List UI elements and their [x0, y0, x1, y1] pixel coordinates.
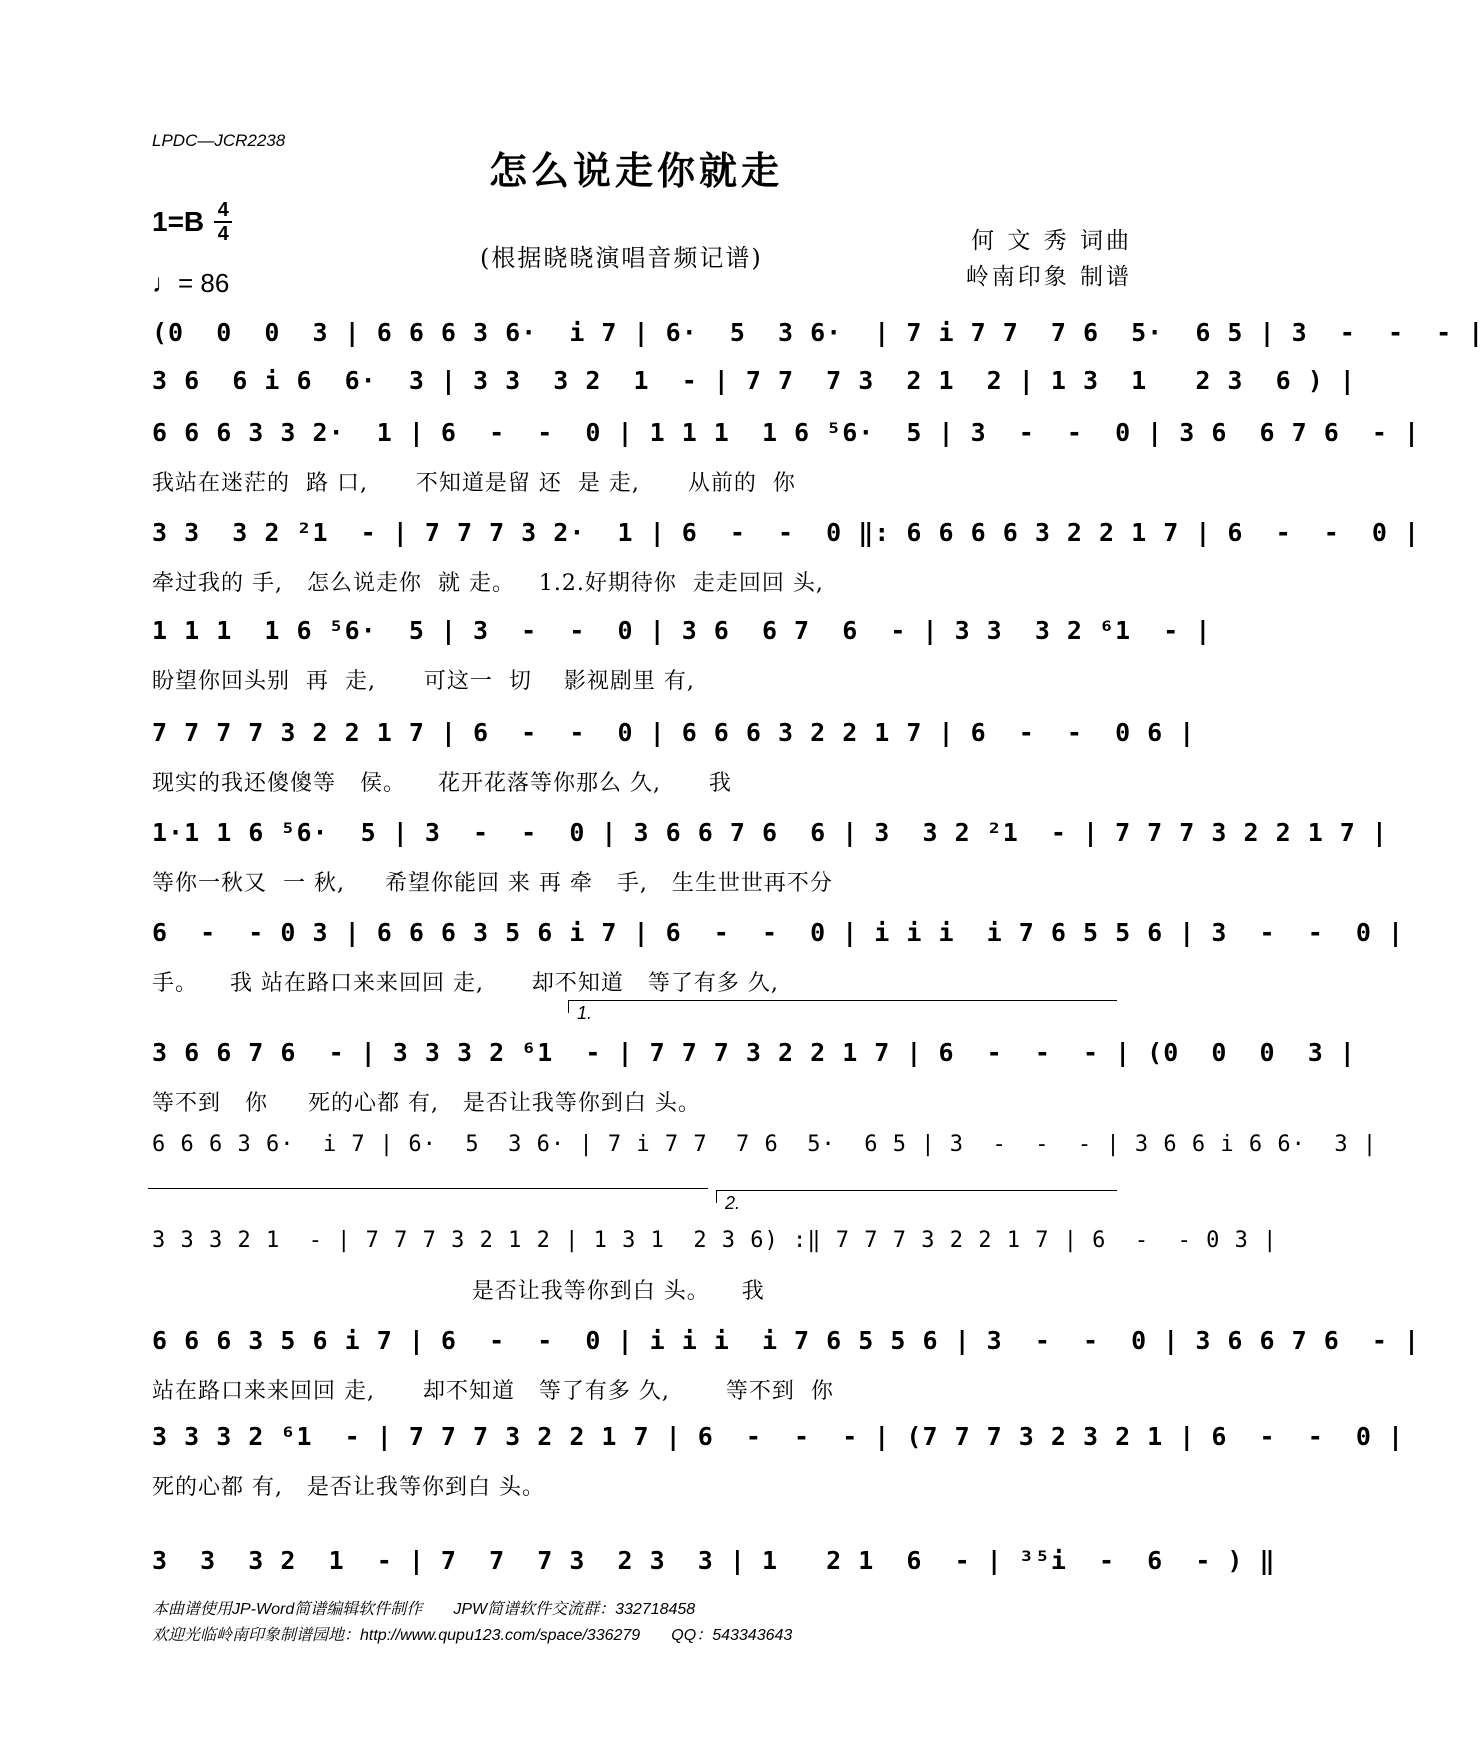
volta-1-label: 1.: [577, 1003, 593, 1023]
time-signature: [214, 200, 232, 244]
score-line-5: 1 1 1 1 6 ⁵6· 5 | 3 - - 0 | 3 6 6 7 6 - | 3 3 3 2 ⁶1 - |: [152, 616, 1212, 645]
volta-1-extension: [148, 1188, 708, 1189]
score-line-4: 3 3 3 2 ²1 - | 7 7 7 3 2· 1 | 6 - - 0 ‖: 6 6 6 6 3 2 2 1 7 | 6 - - 0 |: [152, 518, 1421, 547]
lyric-line-8: 手。 我 站在路口来来回回 走, 却不知道 等了有多 久,: [152, 971, 779, 996]
footer-software: 本曲谱使用JP-Word简谱编辑软件制作 JPW简谱软件交流群：332718458: [152, 1601, 696, 1618]
lyric-line-6: 现实的我还傻傻等 侯。 花开花落等你那么 久, 我: [152, 771, 732, 796]
lyric-line-5: 盼望你回头别 再 走, 可这一 切 影视剧里 有,: [152, 669, 695, 694]
score-line-9: 3 6 6 7 6 - | 3 3 3 2 ⁶1 - | 7 7 7 3 2 2 1 7 | 6 - - - | (0 0 0 3 |: [152, 1038, 1356, 1067]
lyric-line-11: 是否让我等你到白 头。 我: [152, 1279, 765, 1304]
score-line-12: 6 6 6 3 5 6 i 7 | 6 - - 0 | i i i i 7 6 5 5 6 | 3 - - 0 | 3 6 6 7 6 - |: [152, 1326, 1421, 1355]
volta-1-bracket: [568, 1000, 1117, 1023]
score-line-14: 3 3 3 2 1 - | 7 7 7 3 2 3 3 | 1 2 1 6 - | ³⁵i - 6 - ) ‖: [152, 1546, 1276, 1575]
lyric-line-4: 牵过我的 手, 怎么说走你 就 走。 1.2.好期待你 走走回回 头,: [152, 571, 824, 596]
footer-website: 欢迎光临岭南印象制谱园地：http://www.qupu123.com/space/336279 QQ：543343643: [152, 1627, 793, 1644]
score-line-13: 3 3 3 2 ⁶1 - | 7 7 7 3 2 2 1 7 | 6 - - - | (7 7 7 3 2 3 2 1 | 6 - - 0 |: [152, 1422, 1404, 1451]
score-line-8: 6 - - 0 3 | 6 6 6 3 5 6 i 7 | 6 - - 0 | i i i i 7 6 5 5 6 | 3 - - 0 |: [152, 918, 1404, 947]
score-line-1: (0 0 0 3 | 6 6 6 3 6· i 7 | 6· 5 3 6· | 7 i 7 7 7 6 5· 6 5 | 3 - - - |: [152, 318, 1484, 347]
credit-lyrics: 何 文 秀 词曲: [971, 228, 1132, 254]
score-line-10: 6 6 6 3 6· i 7 | 6· 5 3 6· | 7 i 7 7 7 6 5· 6 5 | 3 - - - | 3 6 6 i 6 6· 3 |: [152, 1132, 1378, 1157]
lyric-line-12: 站在路口来来回回 走, 却不知道 等了有多 久, 等不到 你: [152, 1379, 834, 1404]
volta-2-bracket: [716, 1190, 1117, 1213]
score-line-7: 1·1 1 6 ⁵6· 5 | 3 - - 0 | 3 6 6 7 6 6 | 3 3 2 ²1 - | 7 7 7 3 2 2 1 7 |: [152, 818, 1388, 847]
time-bottom: 4: [217, 223, 229, 245]
lyric-line-7: 等你一秋又 一 秋, 希望你能回 来 再 牵 手, 生生世世再不分: [152, 871, 833, 896]
lyric-line-3: 我站在迷茫的 路 口, 不知道是留 还 是 走, 从前的 你: [152, 471, 796, 496]
song-title: 怎么说走你就走: [488, 148, 783, 193]
lyric-line-13: 死的心都 有, 是否让我等你到白 头。: [152, 1475, 545, 1500]
volta-2-label: 2.: [725, 1193, 741, 1213]
tempo-mark: ♩= 86: [152, 268, 230, 298]
key-signature: [152, 200, 232, 244]
score-line-2: 3 6 6 i 6 6· 3 | 3 3 3 2 1 - | 7 7 7 3 2 1 2 | 1 3 1 2 3 6 ) |: [152, 366, 1356, 395]
score-line-11: 3 3 3 2 1 - | 7 7 7 3 2 1 2 | 1 3 1 2 3 6) :‖ 7 7 7 3 2 2 1 7 | 6 - - 0 3 |: [152, 1228, 1278, 1253]
subtitle: (根据晓晓演唱音频记谱): [480, 244, 763, 272]
score-line-3: 6 6 6 3 3 2· 1 | 6 - - 0 | 1 1 1 1 6 ⁵6· 5 | 3 - - 0 | 3 6 6 7 6 - |: [152, 418, 1421, 447]
credit-transcriber: 岭南印象 制谱: [965, 264, 1132, 290]
time-top: 4: [217, 199, 229, 221]
score-line-6: 7 7 7 7 3 2 2 1 7 | 6 - - 0 | 6 6 6 3 2 2 1 7 | 6 - - 0 6 |: [152, 718, 1196, 747]
key-label: 1=B: [152, 206, 205, 237]
lyric-line-9: 等不到 你 死的心都 有, 是否让我等你到白 头。: [152, 1091, 701, 1116]
score-code: LPDC—JCR2238: [152, 131, 286, 150]
